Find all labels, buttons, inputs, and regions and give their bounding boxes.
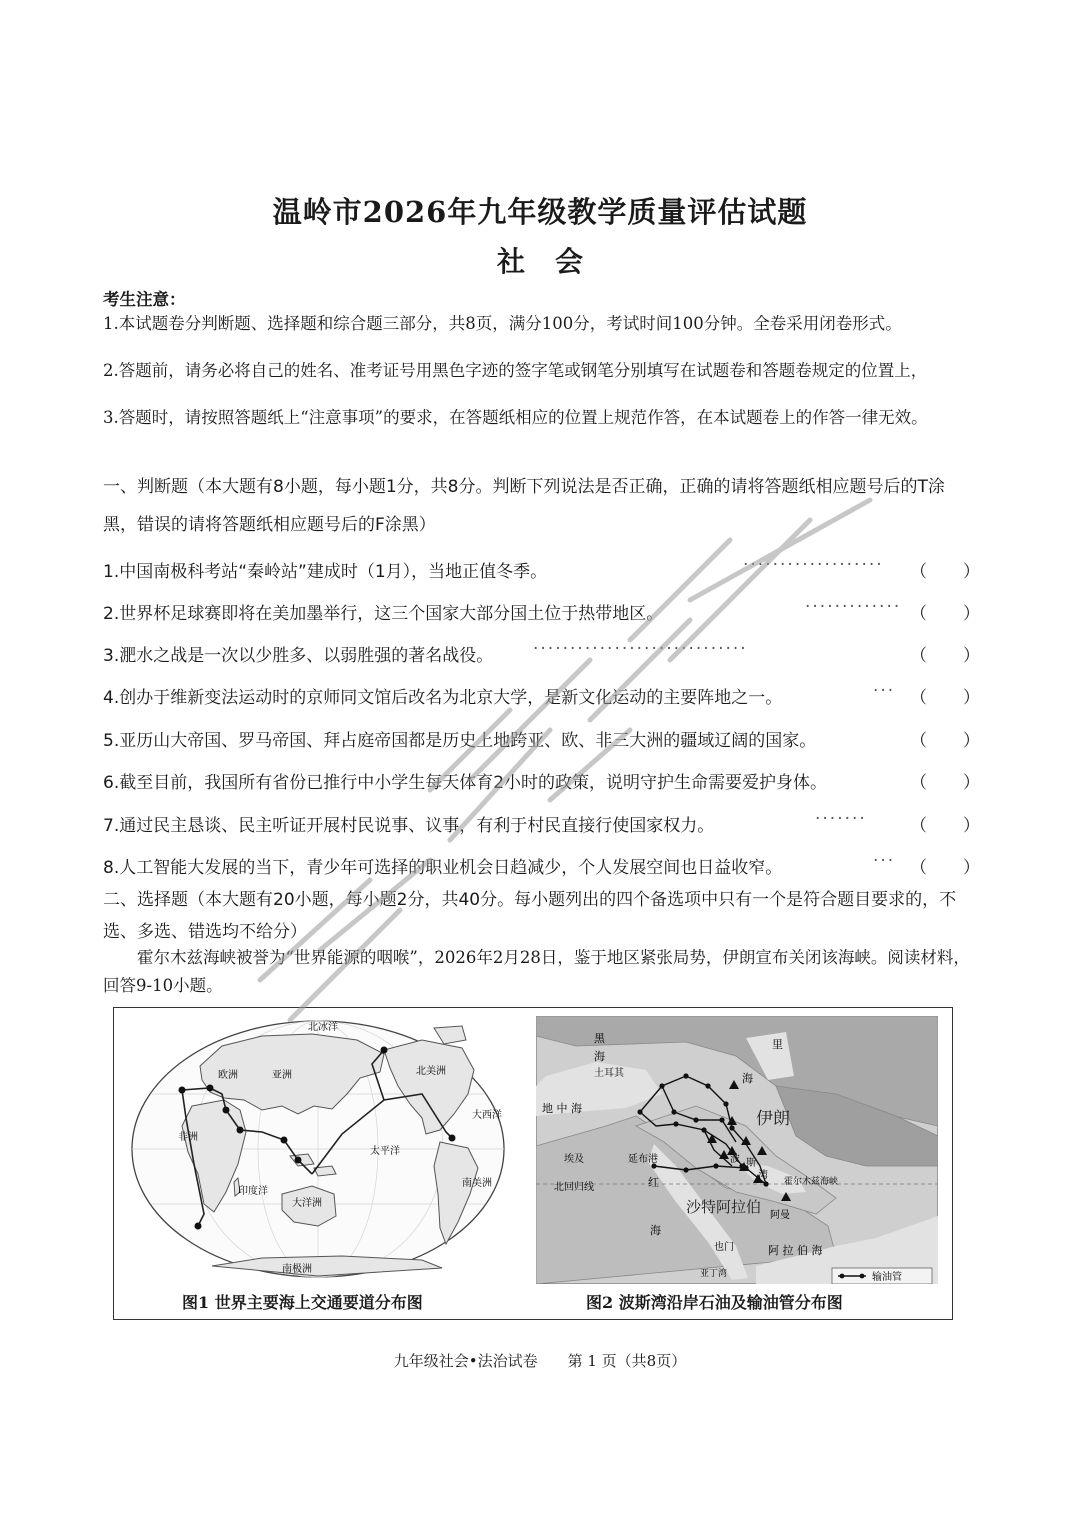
label-red-sea-1: 红 [648, 1176, 659, 1189]
label-arctic: 北冰洋 [308, 1022, 338, 1033]
leader-dots: ····························· [533, 639, 748, 659]
leader-dots: ··· [873, 851, 896, 871]
label-atlantic: 大西洋 [472, 1110, 502, 1121]
label-antarctica: 南极洲 [282, 1264, 312, 1275]
label-arabian-sea: 阿 拉 伯 海 [768, 1244, 823, 1257]
label-africa: 非洲 [178, 1132, 198, 1143]
label-oceania: 大洋洲 [292, 1198, 322, 1209]
label-north-america: 北美洲 [416, 1066, 446, 1077]
label-oman: 阿曼 [770, 1210, 790, 1221]
label-iran: 伊朗 [756, 1109, 790, 1129]
label-tropic: 北回归线 [554, 1182, 594, 1193]
question-7: 7.通过民主恳谈、民主听证开展村民说事、议事，有利于村民直接行使国家权力。 ······· （ ） [103, 809, 980, 836]
label-turkey: 土耳其 [594, 1068, 624, 1079]
figure2-caption: 图2 波斯湾沿岸石油及输油管分布图 [586, 1293, 843, 1312]
label-europe: 欧洲 [218, 1070, 238, 1081]
label-saudi: 沙特阿拉伯 [686, 1198, 762, 1216]
label-gulf-3: 湾 [758, 1170, 768, 1181]
label-egypt: 埃及 [564, 1154, 584, 1165]
question-text: 1.中国南极科考站“秦岭站”建成时（1月），当地正值冬季。 [103, 562, 548, 582]
question-text: 3.淝水之战是一次以少胜多、以弱胜强的著名战役。 [103, 646, 494, 666]
question-1: 1.中国南极科考站“秦岭站”建成时（1月），当地正值冬季。 ··················· （ ） [103, 555, 980, 582]
world-sea-routes-map [122, 1014, 514, 1284]
label-gulf-1: 波 [730, 1154, 740, 1165]
label-hormuz: 霍尔木兹海峡 [784, 1177, 839, 1187]
question-text: 8.人工智能大发展的当下，青少年可选择的职业机会日趋减少，个人发展空间也日益收窄。 [103, 858, 783, 878]
leader-dots: ··················· [743, 555, 884, 575]
leader-dots: ··· [873, 681, 896, 701]
question-3: 3.淝水之战是一次以少胜多、以弱胜强的著名战役。 ····························· （ ） [103, 639, 980, 666]
question-4: 4.创办于维新变法运动时的京师同文馆后改名为北京大学，是新文化运动的主要阵地之一。 ··· （ ） [103, 681, 980, 708]
label-red-sea-2: 海 [650, 1224, 661, 1237]
question-text: 7.通过民主恳谈、民主听证开展村民说事、议事，有利于村民直接行使国家权力。 [103, 816, 715, 836]
notice-heading: 考生注意： [103, 290, 186, 309]
label-pacific: 太平洋 [370, 1146, 400, 1157]
section1-heading: 一、判断题（本大题有8小题，每小题1分，共8分。判断下列说法是否正确，正确的请将答题纸相应题号后的T涂黑，错误的请将答题纸相应题号后的F涂黑） [103, 477, 945, 535]
question-text: 2.世界杯足球赛即将在美加墨举行，这三个国家大部分国土位于热带地区。 [103, 604, 664, 624]
label-sea-1: 海 [594, 1050, 605, 1063]
notice-item-1: 1.本试题卷分判断题、选择题和综合题三部分，共8页，满分100分，考试时间100分钟。全卷采用闭卷形式。 [103, 314, 902, 333]
label-gulf-2: 斯 [746, 1158, 756, 1169]
subject-title: 社会 [496, 245, 613, 278]
notice-item-2: 2.答题前，请务必将自己的姓名、准考证号用黑色字迹的签字笔或钢笔分别填写在试题卷和答题卷规定的位置上， [103, 361, 928, 380]
label-yanbu: 延布港 [628, 1154, 658, 1165]
reading-material: 霍尔木兹海峡被誉为“世界能源的咽喉”，2026年2月28日，鉴于地区紧张局势，伊朗宣布关闭该海峡。阅读材料，回答9-10小题。 [103, 948, 970, 995]
notice-item-3: 3.答题时，请按照答题纸上“注意事项”的要求，在答题纸相应的位置上规范作答，在本试题卷上的作答一律无效。 [103, 408, 928, 427]
persian-gulf-oil-map [536, 1016, 938, 1284]
question-5: 5.亚历山大帝国、罗马帝国、拜占庭帝国都是历史上地跨亚、欧、非三大洲的疆域辽阔的国家。 （ ） [103, 726, 978, 756]
label-aden: 亚丁湾 [700, 1269, 728, 1279]
section2-heading: 二、选择题（本大题有20小题，每小题2分，共40分。每小题列出的四个备选项中只有一个是符合题目要求的，不选、多选、错选均不给分） [103, 890, 957, 942]
label-south-america: 南美洲 [462, 1178, 492, 1189]
leader-dots: ······· [815, 809, 867, 829]
figure-panel [113, 1007, 953, 1320]
question-6: 6.截至目前，我国所有省份已推行中小学生每天体育2小时的政策，说明守护生命需要爱护身体。 （ ） [103, 768, 978, 798]
question-text: 4.创办于维新变法运动时的京师同文馆后改名为北京大学，是新文化运动的主要阵地之一。 [103, 688, 783, 708]
exam-title: 温岭市2026年九年级教学质量评估试题 [272, 195, 808, 229]
question-text: 6.截至目前，我国所有省份已推行中小学生每天体育2小时的政策，说明守护生命需要爱护身体。 [103, 773, 828, 793]
label-indian-ocean: 印度洋 [238, 1186, 268, 1197]
figure1-caption: 图1 世界主要海上交通要道分布图 [182, 1293, 423, 1312]
page-footer: 九年级社会•法治试卷 第 1 页（共8页） [393, 1352, 687, 1370]
legend-pipeline: 输油管 [872, 1272, 902, 1283]
leader-dots: ············· [805, 597, 902, 617]
question-text: 5.亚历山大帝国、罗马帝国、拜占庭帝国都是历史上地跨亚、欧、非三大洲的疆域辽阔的国家。 [103, 731, 817, 751]
label-sea-2: 海 [742, 1072, 753, 1085]
label-mediterranean: 地 中 海 [542, 1102, 582, 1115]
label-black-sea: 黑 [594, 1032, 605, 1045]
label-asia: 亚洲 [272, 1070, 292, 1081]
question-2: 2.世界杯足球赛即将在美加墨举行，这三个国家大部分国土位于热带地区。 ············· （ ） [103, 597, 980, 624]
question-8: 8.人工智能大发展的当下，青少年可选择的职业机会日趋减少，个人发展空间也日益收窄。 ··· （ ） [103, 851, 980, 878]
label-caspian: 里 [772, 1038, 783, 1051]
label-yemen: 也门 [714, 1242, 734, 1253]
